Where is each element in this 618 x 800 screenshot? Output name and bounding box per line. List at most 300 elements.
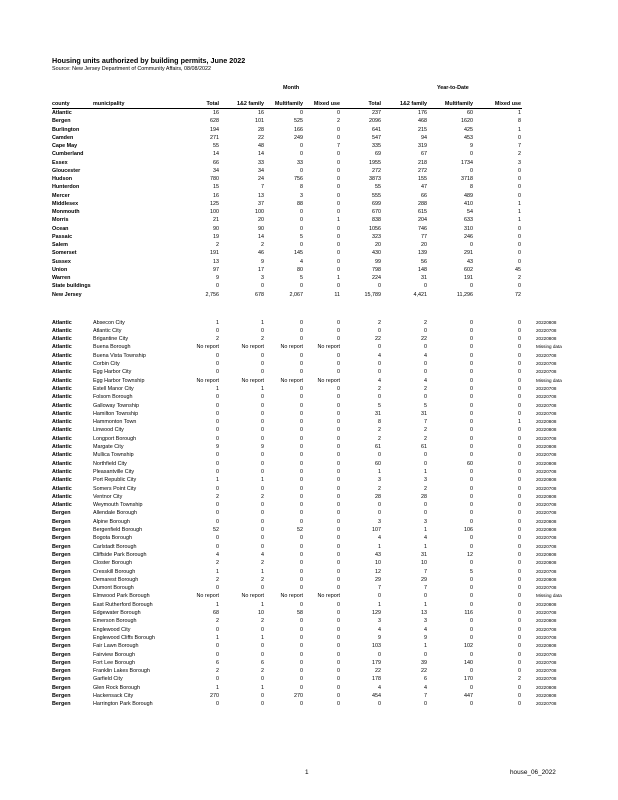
cell-ytd-family12: 1 (424, 543, 427, 550)
cell-mixed: 0 (337, 134, 340, 141)
cell-report-date: 20220808 (536, 444, 557, 449)
cell-report-date: 20220708 (536, 651, 557, 657)
cell-municipality: Galloway Township (93, 402, 140, 409)
cell-multifamily: 0 (300, 283, 303, 290)
table-row (0, 233, 618, 241)
cell-total: 1 (216, 684, 219, 691)
cell-family12: 16 (258, 110, 264, 116)
cell-report-date: 20220708 (536, 385, 557, 391)
cell-family12: 0 (261, 626, 264, 633)
cell-ytd-total: 2 (378, 435, 381, 442)
cell-ytd-family12: 2 (424, 485, 427, 492)
cell-report-date: 20220808 (536, 618, 557, 624)
cell-total: 2 (216, 242, 219, 248)
cell-ytd-mixed: 0 (518, 167, 521, 174)
cell-county: Bergen (52, 634, 71, 641)
cell-municipality: Pleasantville City (93, 468, 135, 475)
table-row (0, 208, 618, 216)
col-multifamily: Multifamily (274, 101, 303, 107)
cell-mixed: 0 (337, 167, 340, 174)
cell-family12: 0 (261, 352, 264, 359)
cell-ytd-family12: 155 (418, 176, 427, 182)
cell-mixed: 0 (337, 402, 340, 409)
cell-multifamily: 0 (300, 668, 303, 675)
cell-multifamily: 0 (300, 468, 303, 475)
cell-ytd-family12: 272 (418, 167, 427, 174)
cell-mixed: No report (317, 344, 340, 351)
cell-municipality: East Rutherford Borough (93, 601, 153, 608)
cell-mixed: 1 (337, 217, 340, 224)
cell-ytd-total: 323 (372, 233, 381, 240)
cell-ytd-family12: 61 (421, 444, 427, 450)
cell-total: 0 (216, 419, 219, 426)
cell-ytd-total: 1 (378, 543, 381, 550)
cell-total: 52 (213, 527, 219, 533)
cell-total: No report (196, 377, 219, 384)
cell-ytd-multifamily: 43 (467, 258, 473, 265)
cell-ytd-mixed: 0 (518, 477, 521, 484)
cell-ytd-mixed: 0 (518, 377, 521, 384)
cell-multifamily: 52 (297, 527, 303, 533)
table-row (0, 634, 618, 642)
cell-report-date: 20220708 (536, 410, 557, 416)
cell-ytd-family12: 4 (424, 626, 427, 633)
cell-ytd-mixed: 0 (518, 593, 521, 600)
cell-mixed: 2 (337, 118, 340, 125)
cell-family12: 0 (261, 643, 264, 650)
cell-ytd-total: 4 (378, 626, 381, 633)
cell-ytd-total: 335 (372, 143, 381, 149)
cell-report-date: 20220808 (536, 493, 557, 499)
cell-ytd-total: 29 (375, 576, 381, 583)
cell-mixed: 0 (337, 410, 340, 417)
cell-total: 14 (213, 151, 219, 158)
cell-ytd-total: 4 (378, 684, 381, 691)
cell-total: 0 (216, 402, 219, 409)
cell-ytd-mixed: 0 (518, 543, 521, 550)
cell-mixed: 0 (337, 176, 340, 182)
cell-mixed: 0 (337, 225, 340, 232)
cell-total: 55 (213, 143, 219, 149)
cell-ytd-mixed: 1 (518, 200, 521, 207)
cell-county: Camden (52, 134, 74, 141)
cell-ytd-multifamily: 12 (467, 551, 473, 558)
cell-mixed: 0 (337, 250, 340, 257)
cell-ytd-total: 4 (378, 377, 381, 384)
cell-mixed: 0 (337, 493, 340, 500)
table-row (0, 319, 618, 327)
cell-mixed: 0 (337, 659, 340, 666)
cell-family12: 100 (255, 209, 264, 215)
cell-county: Mercer (52, 192, 70, 199)
cell-county: Bergen (52, 551, 71, 558)
cell-municipality: Cresskill Borough (93, 568, 136, 575)
cell-total: 191 (210, 250, 219, 257)
cell-ytd-mixed: 0 (518, 535, 521, 542)
cell-multifamily: 0 (300, 659, 303, 666)
cell-municipality: Ventnor City (93, 493, 123, 500)
cell-ytd-family12: 218 (418, 159, 427, 166)
cell-ytd-mixed: 0 (518, 242, 521, 248)
cell-ytd-mixed: 1 (518, 419, 521, 426)
cell-mixed: 0 (337, 200, 340, 207)
cell-ytd-multifamily: 5 (470, 568, 473, 575)
cell-ytd-family12: 2 (424, 435, 427, 442)
cell-ytd-total: 179 (372, 659, 381, 666)
cell-total: 0 (216, 510, 219, 517)
cell-county: Monmouth (52, 209, 80, 215)
cell-ytd-multifamily: 0 (470, 576, 473, 583)
cell-mixed: 0 (337, 560, 340, 567)
cell-ytd-mixed: 0 (518, 361, 521, 367)
cell-ytd-multifamily: 0 (470, 510, 473, 517)
cell-ytd-family12: 0 (424, 452, 427, 459)
cell-family12: 24 (258, 176, 264, 182)
cell-county: Atlantic (52, 352, 72, 359)
cell-county: Atlantic (52, 377, 72, 384)
cell-multifamily: 0 (300, 585, 303, 592)
cell-mixed: 0 (337, 634, 340, 641)
cell-ytd-multifamily: 425 (464, 126, 473, 133)
cell-multifamily: 0 (300, 618, 303, 625)
cell-ytd-total: 129 (372, 610, 381, 616)
cell-ytd-mixed: 1 (518, 217, 521, 224)
cell-family12: 14 (258, 151, 264, 158)
cell-county: Bergen (52, 676, 71, 683)
col-family12: 1&2 family (237, 101, 264, 107)
cell-ytd-total: 1056 (369, 225, 381, 232)
cell-municipality: Cliffside Park Borough (93, 551, 147, 558)
cell-total: 270 (210, 693, 219, 699)
cell-county: Atlantic (52, 452, 72, 459)
cell-family12: 1 (261, 477, 264, 484)
cell-ytd-mixed: 0 (518, 527, 521, 533)
cell-ytd-mixed: 0 (518, 701, 521, 708)
cell-multifamily: 249 (294, 134, 303, 141)
cell-mixed: 0 (337, 192, 340, 199)
cell-mixed: 0 (337, 576, 340, 583)
cell-ytd-mixed: 0 (518, 684, 521, 691)
cell-multifamily: 0 (300, 502, 303, 509)
cell-total: 780 (210, 176, 219, 182)
cell-ytd-family12: 4,421 (413, 291, 427, 298)
cell-ytd-total: 430 (372, 250, 381, 257)
cell-mixed: 0 (337, 394, 340, 401)
cell-total: 0 (216, 435, 219, 442)
cell-county: Ocean (52, 225, 69, 232)
table-row (0, 667, 618, 675)
cell-report-date: 20220708 (536, 659, 557, 665)
cell-ytd-family12: 67 (421, 151, 427, 158)
cell-mixed: 0 (337, 110, 340, 116)
cell-county: Atlantic (52, 435, 72, 442)
cell-ytd-mixed: 2 (518, 275, 521, 281)
table-row (0, 266, 618, 274)
cell-ytd-total: 547 (372, 134, 381, 141)
cell-report-date: Missing data (536, 377, 562, 383)
cell-county: Union (52, 266, 68, 273)
table-row (0, 183, 618, 191)
cell-county: Essex (52, 159, 68, 166)
table-row (0, 134, 618, 142)
cell-ytd-mixed: 0 (518, 659, 521, 666)
cell-ytd-multifamily: 140 (464, 659, 473, 666)
cell-ytd-mixed: 0 (518, 576, 521, 583)
cell-family12: 9 (261, 444, 264, 450)
cell-ytd-multifamily: 0 (470, 601, 473, 608)
cell-ytd-mixed: 2 (518, 676, 521, 683)
cell-family12: 0 (261, 452, 264, 459)
cell-ytd-family12: 31 (421, 410, 427, 417)
cell-multifamily: 145 (294, 250, 303, 257)
cell-municipality: Alpine Borough (93, 518, 130, 525)
cell-mixed: 0 (337, 242, 340, 248)
cell-county: Atlantic (52, 410, 72, 417)
cell-ytd-total: 699 (372, 200, 381, 207)
cell-ytd-total: 670 (372, 209, 381, 215)
cell-report-date: 20220808 (536, 576, 557, 582)
cell-ytd-multifamily: 8 (470, 184, 473, 191)
cell-ytd-mixed: 0 (518, 394, 521, 401)
cell-family12: No report (241, 593, 264, 600)
col-municipality: municipality (93, 101, 125, 107)
cell-municipality: Atlantic City (93, 327, 122, 334)
cell-family12: 0 (261, 410, 264, 417)
table-row (0, 282, 618, 290)
cell-mixed: 7 (337, 143, 340, 149)
cell-ytd-multifamily: 0 (470, 327, 473, 334)
cell-ytd-mixed: 0 (518, 233, 521, 240)
cell-report-date: 20220708 (536, 394, 557, 400)
cell-ytd-mixed: 0 (518, 643, 521, 650)
cell-family12: 1 (261, 385, 264, 392)
cell-multifamily: 0 (300, 601, 303, 608)
cell-ytd-family12: 0 (424, 361, 427, 367)
cell-county: Bergen (52, 659, 71, 666)
table-row (0, 393, 618, 401)
cell-ytd-family12: 1 (424, 468, 427, 475)
cell-county: Atlantic (52, 361, 72, 367)
cell-ytd-family12: 31 (421, 551, 427, 558)
col-county: county (52, 101, 70, 107)
cell-county: Bergen (52, 535, 71, 542)
table-row (0, 559, 618, 567)
cell-ytd-total: 4 (378, 352, 381, 359)
cell-total: 1 (216, 568, 219, 575)
cell-ytd-multifamily: 0 (470, 618, 473, 625)
cell-multifamily: 0 (300, 336, 303, 343)
cell-multifamily: 0 (300, 651, 303, 658)
cell-municipality: Longport Borough (93, 435, 137, 442)
cell-ytd-mixed: 0 (518, 134, 521, 141)
cell-ytd-total: 2 (378, 385, 381, 392)
cell-mixed: 0 (337, 385, 340, 392)
cell-ytd-mixed: 0 (518, 518, 521, 525)
cell-family12: 22 (258, 134, 264, 141)
cell-multifamily: 0 (300, 701, 303, 708)
cell-total: 0 (216, 535, 219, 542)
cell-ytd-multifamily: 0 (470, 585, 473, 592)
cell-ytd-mixed: 72 (515, 291, 521, 298)
cell-ytd-total: 555 (372, 192, 381, 199)
cell-report-date: 20220708 (536, 402, 557, 408)
cell-family12: 13 (258, 192, 264, 199)
table-row (0, 476, 618, 484)
cell-total: 2,756 (205, 291, 219, 298)
cell-municipality: Hammonton Town (93, 419, 137, 426)
cell-mixed: 0 (337, 527, 340, 533)
cell-municipality: Corbin City (93, 361, 120, 367)
cell-multifamily: 0 (300, 460, 303, 467)
cell-report-date: 20220808 (536, 551, 557, 557)
cell-ytd-multifamily: 191 (464, 275, 473, 281)
cell-ytd-mixed: 0 (518, 192, 521, 199)
cell-county: Atlantic (52, 427, 72, 434)
cell-total: 15 (213, 184, 219, 191)
cell-county: Atlantic (52, 485, 72, 492)
cell-county: Bergen (52, 510, 71, 517)
cell-multifamily: 0 (300, 402, 303, 409)
cell-mixed: 11 (334, 291, 340, 298)
cell-ytd-mixed: 0 (518, 626, 521, 633)
table-row (0, 126, 618, 134)
cell-ytd-total: 9 (378, 634, 381, 641)
cell-municipality: Garfield City (93, 676, 123, 683)
cell-multifamily: 0 (300, 361, 303, 367)
page-number: 1 (305, 769, 309, 776)
table-row (0, 684, 618, 692)
cell-ytd-mixed: 0 (518, 336, 521, 343)
cell-municipality: Port Republic City (93, 477, 137, 484)
cell-family12: 4 (261, 551, 264, 558)
table-row (0, 468, 618, 476)
cell-total: 66 (213, 159, 219, 166)
col-mixed: Mixed use (313, 101, 340, 107)
cell-total: 271 (210, 134, 219, 141)
cell-multifamily: 0 (300, 535, 303, 542)
cell-municipality: Fort Lee Borough (93, 659, 135, 666)
cell-total: 0 (216, 651, 219, 658)
cell-report-date: 20220708 (536, 468, 557, 474)
cell-total: 0 (216, 643, 219, 650)
cell-ytd-total: 2 (378, 427, 381, 434)
cell-total: 0 (216, 585, 219, 592)
cell-ytd-total: 0 (378, 283, 381, 290)
col-ytd-multifamily: Multifamily (444, 101, 473, 107)
cell-ytd-total: 454 (372, 693, 381, 699)
cell-total: 0 (216, 460, 219, 467)
table-row (0, 651, 618, 659)
table-row (0, 601, 618, 609)
cell-municipality: Dumont Borough (93, 585, 134, 592)
table-row (0, 200, 618, 208)
table-row (0, 659, 618, 667)
cell-ytd-total: 0 (378, 502, 381, 509)
cell-family12: 2 (261, 336, 264, 343)
cell-ytd-mixed: 0 (518, 250, 521, 257)
cell-ytd-mixed: 3 (518, 159, 521, 166)
cell-family12: 101 (255, 118, 264, 125)
cell-ytd-mixed: 0 (518, 618, 521, 625)
cell-county: Bergen (52, 701, 71, 708)
cell-ytd-family12: 77 (421, 233, 427, 240)
cell-ytd-family12: 5 (424, 402, 427, 409)
cell-county: New Jersey (52, 291, 82, 298)
cell-municipality: Egg Harbor City (93, 369, 132, 376)
table-row (0, 377, 618, 385)
cell-ytd-total: 103 (372, 643, 381, 650)
cell-ytd-total: 22 (375, 668, 381, 675)
cell-municipality: Closter Borough (93, 560, 132, 567)
cell-ytd-total: 3873 (369, 176, 381, 182)
cell-county: Bergen (52, 585, 71, 592)
cell-ytd-family12: 1 (424, 527, 427, 533)
cell-ytd-mixed: 2 (518, 151, 521, 158)
cell-ytd-total: 838 (372, 217, 381, 224)
cell-ytd-multifamily: 0 (470, 336, 473, 343)
cell-ytd-multifamily: 1620 (461, 118, 473, 125)
cell-report-date: 20220808 (536, 477, 557, 483)
cell-multifamily: 0 (300, 352, 303, 359)
cell-family12: 1 (261, 568, 264, 575)
cell-county: Bergen (52, 618, 71, 625)
cell-mixed: 0 (337, 427, 340, 434)
cell-multifamily: 3 (300, 192, 303, 199)
cell-ytd-family12: 94 (421, 134, 427, 141)
cell-mixed: 0 (337, 283, 340, 290)
cell-municipality: Englewood Cliffs Borough (93, 634, 155, 641)
cell-family12: 2 (261, 493, 264, 500)
cell-ytd-mixed: 0 (518, 568, 521, 575)
cell-report-date: 20220708 (536, 510, 557, 516)
cell-multifamily: 5 (300, 275, 303, 281)
cell-mixed: 0 (337, 668, 340, 675)
cell-municipality: Fair Lawn Borough (93, 643, 139, 650)
cell-multifamily: 33 (297, 159, 303, 166)
cell-total: 194 (210, 126, 219, 133)
cell-ytd-total: 0 (378, 327, 381, 334)
cell-county: Gloucester (52, 167, 81, 174)
cell-ytd-multifamily: 0 (470, 518, 473, 525)
cell-report-date: 20220708 (536, 610, 557, 615)
cell-ytd-mixed: 7 (518, 143, 521, 149)
cell-ytd-multifamily: 1734 (461, 159, 473, 166)
table-row (0, 402, 618, 410)
cell-ytd-multifamily: 310 (464, 225, 473, 232)
cell-total: 16 (213, 192, 219, 199)
cell-county: Bergen (52, 543, 71, 550)
cell-ytd-family12: 2 (424, 427, 427, 434)
cell-county: Somerset (52, 250, 77, 257)
cell-family12: 2 (261, 618, 264, 625)
cell-municipality: Buena Borough (93, 344, 131, 351)
table-row (0, 343, 618, 351)
cell-family12: 0 (261, 527, 264, 533)
cell-county: Bergen (52, 684, 71, 691)
cell-total: 0 (216, 626, 219, 633)
cell-ytd-mixed: 0 (518, 327, 521, 334)
cell-total: 0 (216, 518, 219, 525)
cell-mixed: 0 (337, 468, 340, 475)
cell-mixed: 0 (337, 701, 340, 708)
cell-report-date: 20220708 (536, 676, 557, 682)
cell-report-date: 20220808 (536, 319, 557, 325)
cell-ytd-total: 12 (375, 568, 381, 575)
cell-mixed: 0 (337, 361, 340, 367)
cell-family12: 0 (261, 427, 264, 434)
cell-multifamily: 0 (300, 394, 303, 401)
cell-multifamily: 88 (297, 200, 303, 207)
